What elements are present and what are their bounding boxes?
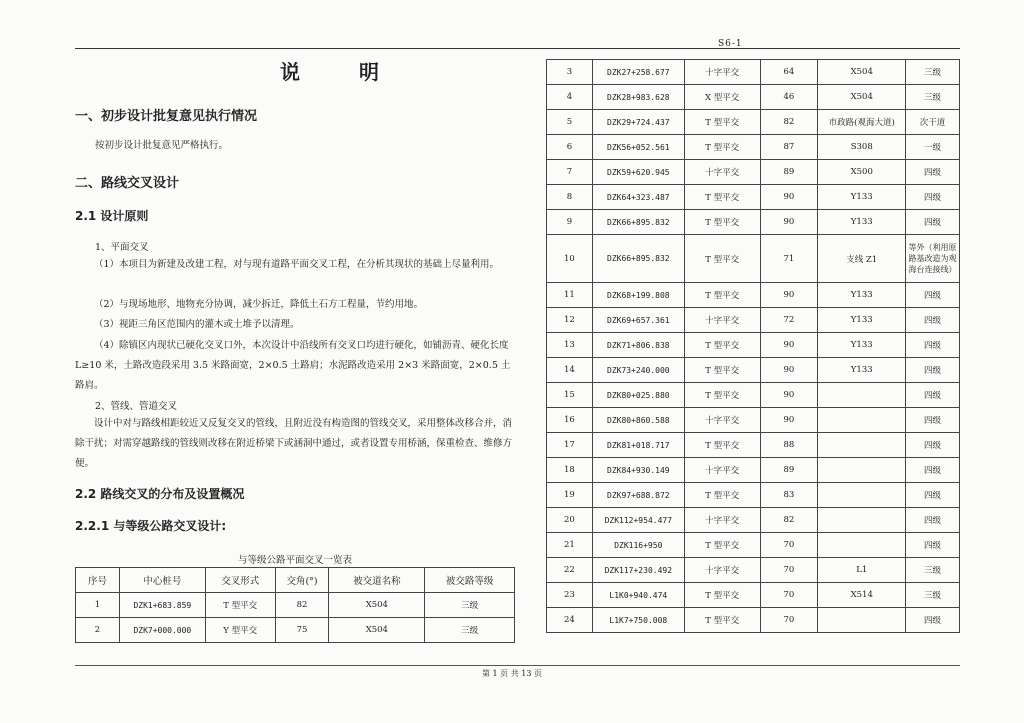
cell-type: T 型平交 (684, 185, 760, 210)
cell-station: DZK71+806.838 (592, 333, 684, 358)
cell-index: 7 (547, 160, 593, 185)
table-row (547, 210, 960, 235)
cell-road-grade: 四级 (906, 533, 960, 558)
page-title: 说 明 (280, 60, 405, 84)
paragraph-4: （4）除镇区内现状已硬化交叉口外，本次设计中沿线所有交叉口均进行硬化，如铺沥青、硬化长度 L≥10 米，土路改造段采用 3.5 米路面宽，2×0.5 土路肩；水泥路改造采用 2×3 米路面宽，2×0.5 土路肩。 (75, 340, 511, 391)
cell-station: DZK66+895.832 (592, 235, 684, 283)
cell-angle: 46 (760, 85, 818, 110)
cell-road-name: L1 (818, 558, 906, 583)
cell-station: DZK28+983.628 (592, 85, 684, 110)
cell-index: 18 (547, 458, 593, 483)
cell-angle: 70 (760, 583, 818, 608)
cell-type: T 型平交 (684, 210, 760, 235)
intersection-table-left (75, 567, 515, 643)
cell-road-name: Y133 (818, 308, 906, 333)
cell-station: DZK29+724.437 (592, 110, 684, 135)
cell-road-grade: 三级 (906, 60, 960, 85)
table-row (547, 333, 960, 358)
cell-type: 十字平交 (684, 458, 760, 483)
header-index: 序号 (76, 568, 120, 593)
section-1-heading: 一、初步设计批复意见执行情况 (75, 109, 258, 124)
header-road-grade: 被交路等级 (425, 568, 515, 593)
cell-angle: 90 (760, 283, 818, 308)
cell-road-name: Y133 (818, 283, 906, 308)
table-row (76, 618, 515, 643)
cell-road-grade: 四级 (906, 358, 960, 383)
cell-type: 十字平交 (684, 508, 760, 533)
cell-index: 8 (547, 185, 593, 210)
cell-station: L1K7+750.008 (592, 608, 684, 633)
cell-angle: 90 (760, 210, 818, 235)
cell-type: T 型平交 (684, 283, 760, 308)
cell-road-name: Y133 (818, 210, 906, 235)
cell-road-grade: 三级 (425, 618, 515, 643)
cell-type: T 型平交 (684, 110, 760, 135)
cell-index: 23 (547, 583, 593, 608)
table-caption: 与等级公路平面交叉一览表 (237, 555, 352, 566)
cell-index: 21 (547, 533, 593, 558)
table-row (547, 458, 960, 483)
table-header-row (76, 568, 515, 593)
table-row (547, 235, 960, 283)
table-row (547, 308, 960, 333)
cell-index: 15 (547, 383, 593, 408)
cell-type: T 型平交 (684, 533, 760, 558)
cell-station: DZK1+683.859 (119, 593, 205, 618)
table-row (547, 110, 960, 135)
cell-road-grade: 次干道 (906, 110, 960, 135)
cell-angle: 64 (760, 60, 818, 85)
cell-type: T 型平交 (684, 433, 760, 458)
page-number: S6-1 (718, 39, 743, 49)
cell-type: T 型平交 (684, 383, 760, 408)
cell-index: 11 (547, 283, 593, 308)
footer-rule (75, 665, 960, 666)
cell-angle: 83 (760, 483, 818, 508)
cell-type: T 型平交 (684, 235, 760, 283)
cell-station: DZK59+620.945 (592, 160, 684, 185)
cell-angle: 89 (760, 160, 818, 185)
table-row (547, 160, 960, 185)
cell-index: 9 (547, 210, 593, 235)
table-row (547, 433, 960, 458)
table-row (547, 135, 960, 160)
table-row (547, 583, 960, 608)
section-1-body: 按初步设计批复意见严格执行。 (95, 140, 229, 151)
cell-station: DZK69+657.361 (592, 308, 684, 333)
cell-index: 3 (547, 60, 593, 85)
cell-index: 19 (547, 483, 593, 508)
cell-station: DZK66+895.832 (592, 210, 684, 235)
cell-angle: 71 (760, 235, 818, 283)
cell-index: 1 (76, 593, 120, 618)
page-footer: 第 1 页 共 13 页 (482, 669, 542, 678)
cell-station: DZK64+323.487 (592, 185, 684, 210)
paragraph-2: （2）与现场地形、地物充分协调，减少拆迁，降低土石方工程量，节约用地。 (94, 299, 424, 310)
cell-station: DZK116+950 (592, 533, 684, 558)
cell-angle: 90 (760, 185, 818, 210)
cell-road-grade: 四级 (906, 458, 960, 483)
cell-road-grade: 四级 (906, 308, 960, 333)
cell-road-name (818, 533, 906, 558)
cell-road-grade: 四级 (906, 283, 960, 308)
cell-road-name: X504 (818, 60, 906, 85)
cell-road-name (818, 383, 906, 408)
section-2-2-heading: 2.2 路线交叉的分布及设置概况 (75, 487, 245, 501)
cell-station: L1K0+940.474 (592, 583, 684, 608)
cell-angle: 82 (760, 508, 818, 533)
cell-angle: 70 (760, 608, 818, 633)
subsection-pipeline-crossing: 2、管线、管道交叉 (95, 401, 178, 412)
table-row (76, 593, 515, 618)
cell-road-grade: 四级 (906, 608, 960, 633)
cell-angle: 70 (760, 558, 818, 583)
cell-road-name: Y133 (818, 358, 906, 383)
cell-index: 5 (547, 110, 593, 135)
section-2-heading: 二、路线交叉设计 (75, 176, 180, 191)
table-row (547, 508, 960, 533)
paragraph-5: 设计中对与路线相距较近又反复交叉的管线，且附近没有构造图的管线交叉，采用整体改移合并，消除干扰；对需穿越路线的管线则改移在附近桥梁下或涵洞中通过，或者设置专用桥涵，保重检查、维修方便。 (75, 418, 513, 469)
cell-road-grade: 四级 (906, 408, 960, 433)
paragraph-1: （1）本项目为新建及改建工程，对与现有道路平面交叉工程，在分析其现状的基础上尽量利用。 (94, 259, 500, 270)
header-type: 交叉形式 (205, 568, 275, 593)
cell-road-name: Y133 (818, 333, 906, 358)
cell-road-name: X500 (818, 160, 906, 185)
cell-station: DZK7+000.000 (119, 618, 205, 643)
cell-index: 24 (547, 608, 593, 633)
cell-type: T 型平交 (684, 608, 760, 633)
cell-angle: 87 (760, 135, 818, 160)
header-rule (75, 48, 960, 49)
cell-angle: 88 (760, 433, 818, 458)
cell-station: DZK80+025.880 (592, 383, 684, 408)
header-station: 中心桩号 (119, 568, 205, 593)
cell-angle: 90 (760, 408, 818, 433)
cell-angle: 75 (275, 618, 329, 643)
cell-type: T 型平交 (684, 135, 760, 160)
cell-type: X 型平交 (684, 85, 760, 110)
cell-index: 2 (76, 618, 120, 643)
cell-angle: 89 (760, 458, 818, 483)
cell-station: DZK68+199.808 (592, 283, 684, 308)
cell-index: 13 (547, 333, 593, 358)
cell-road-grade: 一级 (906, 135, 960, 160)
table-row (547, 483, 960, 508)
cell-index: 16 (547, 408, 593, 433)
table-row (547, 283, 960, 308)
cell-road-name (818, 483, 906, 508)
cell-index: 6 (547, 135, 593, 160)
cell-road-name: S308 (818, 135, 906, 160)
cell-index: 17 (547, 433, 593, 458)
cell-index: 20 (547, 508, 593, 533)
table-row (547, 185, 960, 210)
cell-road-grade: 等外（利用原路基改造为观海台连接线） (906, 235, 960, 283)
cell-angle: 90 (760, 358, 818, 383)
paragraph-3: （3）视距三角区范围内的灌木或土堆予以清理。 (94, 319, 300, 330)
cell-station: DZK81+018.717 (592, 433, 684, 458)
cell-road-grade: 四级 (906, 433, 960, 458)
cell-road-grade: 四级 (906, 185, 960, 210)
cell-road-name: X504 (329, 593, 425, 618)
header-angle: 交角(°) (275, 568, 329, 593)
subsection-plane-crossing: 1、平面交叉 (95, 242, 149, 253)
cell-road-name (818, 433, 906, 458)
cell-type: T 型平交 (684, 483, 760, 508)
table-row (547, 85, 960, 110)
cell-road-name (818, 408, 906, 433)
table-row (547, 60, 960, 85)
cell-type: 十字平交 (684, 408, 760, 433)
cell-station: DZK27+258.677 (592, 60, 684, 85)
cell-station: DZK97+688.872 (592, 483, 684, 508)
table-row (547, 533, 960, 558)
cell-index: 22 (547, 558, 593, 583)
cell-angle: 82 (760, 110, 818, 135)
cell-type: 十字平交 (684, 558, 760, 583)
table-row (547, 358, 960, 383)
cell-type: T 型平交 (205, 593, 275, 618)
cell-road-name: 支线 Z1 (818, 235, 906, 283)
cell-station: DZK84+930.149 (592, 458, 684, 483)
cell-type: 十字平交 (684, 60, 760, 85)
cell-road-name: 市政路(观海大道) (818, 110, 906, 135)
cell-road-grade: 三级 (906, 583, 960, 608)
cell-type: 十字平交 (684, 308, 760, 333)
cell-station: DZK73+240.000 (592, 358, 684, 383)
cell-type: T 型平交 (684, 333, 760, 358)
cell-type: T 型平交 (684, 583, 760, 608)
cell-road-grade: 四级 (906, 508, 960, 533)
table-row (547, 608, 960, 633)
cell-road-name (818, 508, 906, 533)
cell-road-name: X514 (818, 583, 906, 608)
table-row (547, 383, 960, 408)
cell-type: 十字平交 (684, 160, 760, 185)
cell-index: 10 (547, 235, 593, 283)
cell-angle: 90 (760, 383, 818, 408)
cell-road-name (818, 608, 906, 633)
cell-road-grade: 四级 (906, 210, 960, 235)
cell-road-grade: 四级 (906, 333, 960, 358)
cell-angle: 70 (760, 533, 818, 558)
cell-station: DZK112+954.477 (592, 508, 684, 533)
cell-station: DZK56+052.561 (592, 135, 684, 160)
intersection-table-right (546, 59, 960, 633)
cell-road-grade: 四级 (906, 483, 960, 508)
cell-angle: 90 (760, 333, 818, 358)
cell-road-grade: 三级 (906, 85, 960, 110)
cell-road-name: Y133 (818, 185, 906, 210)
section-2-2-1-heading: 2.2.1 与等级公路交叉设计: (75, 519, 227, 533)
cell-index: 12 (547, 308, 593, 333)
table-row (547, 558, 960, 583)
cell-type: Y 型平交 (205, 618, 275, 643)
header-road-name: 被交道名称 (329, 568, 425, 593)
cell-index: 14 (547, 358, 593, 383)
cell-road-grade: 三级 (906, 558, 960, 583)
cell-road-grade: 四级 (906, 383, 960, 408)
cell-road-grade: 四级 (906, 160, 960, 185)
cell-road-grade: 三级 (425, 593, 515, 618)
cell-road-name: X504 (818, 85, 906, 110)
cell-station: DZK80+860.588 (592, 408, 684, 433)
cell-station: DZK117+230.492 (592, 558, 684, 583)
cell-angle: 82 (275, 593, 329, 618)
cell-road-name: X504 (329, 618, 425, 643)
table-row (547, 408, 960, 433)
cell-angle: 72 (760, 308, 818, 333)
cell-index: 4 (547, 85, 593, 110)
cell-road-name (818, 458, 906, 483)
section-2-1-heading: 2.1 设计原则 (75, 209, 149, 223)
cell-type: T 型平交 (684, 358, 760, 383)
